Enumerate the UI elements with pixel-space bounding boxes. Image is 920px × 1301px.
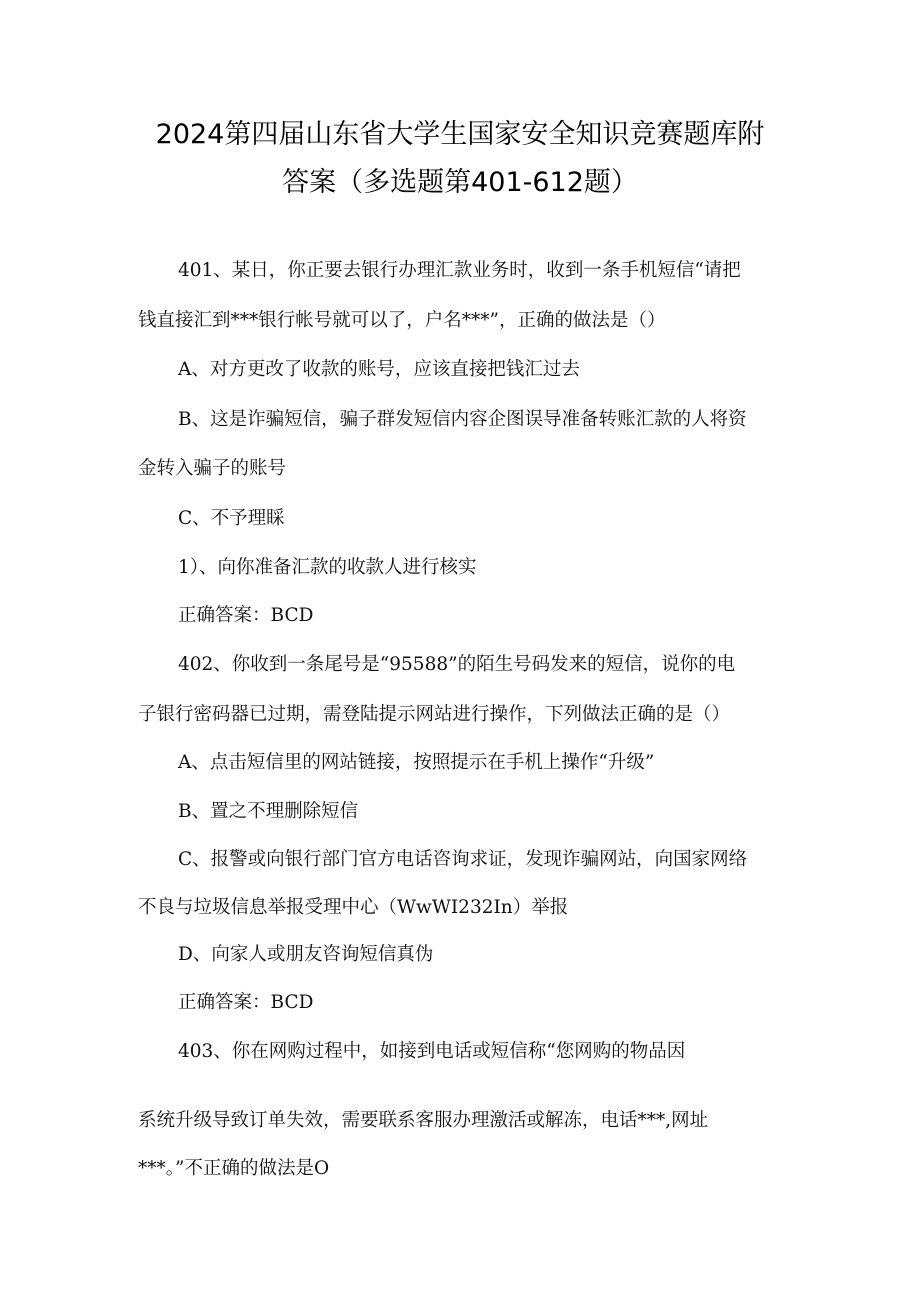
question-402-stem-continued: 子银行密码器已过期，需登陆提示网站进行操作，下列做法正确的是（） xyxy=(138,704,731,725)
question-401-option-c: C、不予理睬 xyxy=(178,508,285,529)
question-403-stem-continued-2: ***。”不正确的做法是O xyxy=(138,1158,330,1179)
question-402-stem: 402、你收到一条尾号是“95588”的陌生号码发来的短信，说你的电 xyxy=(178,654,736,675)
document-title-line-2: 答案（多选题第401-612题） xyxy=(282,167,638,198)
question-401-stem: 401、某日，你正要去银行办理汇款业务时，收到一条手机短信“请把 xyxy=(178,260,741,281)
document-title-line-1: 2024第四届山东省大学生国家安全知识竞赛题库附 xyxy=(155,119,765,150)
question-401-option-b-continued: 金转入骗子的账号 xyxy=(138,458,287,479)
question-402-option-a: A、点击短信里的网站链接，按照提示在手机上操作“升级” xyxy=(178,752,655,773)
question-401-option-d: 1）、向你准备汇款的收款人进行核实 xyxy=(178,557,477,578)
question-402-option-c-continued: 不良与垃圾信息举报受理中心（WwWI232In）举报 xyxy=(138,897,569,918)
question-401-option-b: B、这是诈骗短信，骗子群发短信内容企图误导准备转账汇款的人将资 xyxy=(178,409,747,430)
question-402-option-c: C、报警或向银行部门官方电话咨询求证，发现诈骗网站，向国家网络 xyxy=(178,849,748,870)
question-402-option-b: B、置之不理删除短信 xyxy=(178,801,359,822)
question-401-stem-continued: 钱直接汇到***银行帐号就可以了，户名***”，正确的做法是（） xyxy=(138,310,666,331)
question-401-option-a: A、对方更改了收款的账号，应该直接把钱汇过去 xyxy=(178,359,580,380)
question-403-stem-continued: 系统升级导致订单失效，需要联系客服办理激活或解冻，电话***,网址 xyxy=(138,1110,709,1131)
question-402-answer: 正确答案：BCD xyxy=(178,992,314,1013)
question-403-stem: 403、你在网购过程中，如接到电话或短信称“您网购的物品因 xyxy=(178,1041,686,1062)
question-402-option-d: D、向家人或朋友咨询短信真伪 xyxy=(178,944,434,965)
question-401-answer: 正确答案：BCD xyxy=(178,605,314,626)
